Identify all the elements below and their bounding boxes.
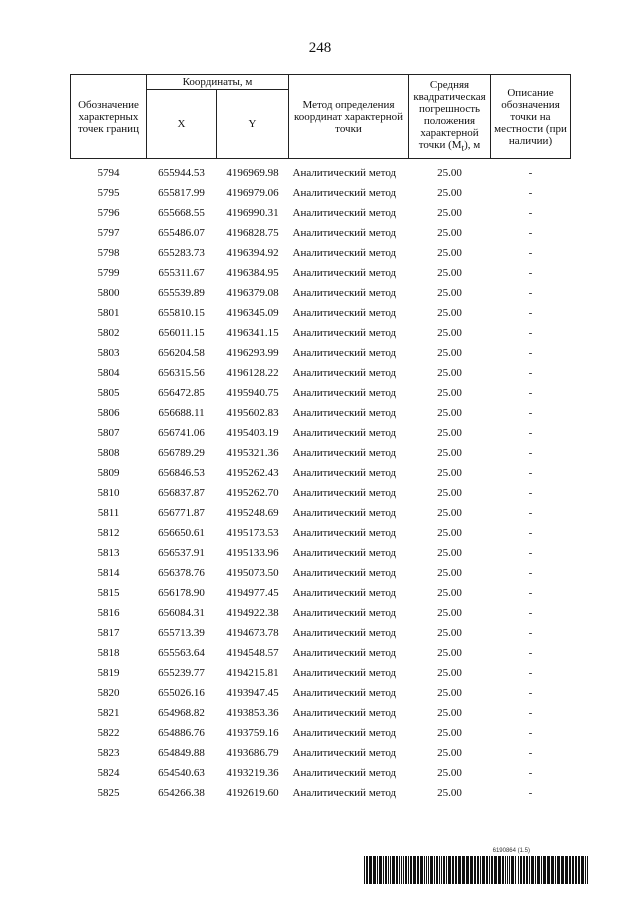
point-id-cell: 5800 (97, 287, 120, 299)
accuracy-cell: 25.00 (437, 607, 462, 619)
description-cell: - (528, 587, 533, 599)
header-x: X (147, 90, 217, 159)
x-coordinate-cell: 655539.89 (158, 287, 205, 299)
y-coordinate-cell: 4195602.83 (226, 407, 279, 419)
x-coordinate-cell: 655311.67 (158, 267, 205, 279)
description-cell: - (528, 767, 533, 779)
y-coordinate-cell: 4195940.75 (226, 387, 279, 399)
page-number: 248 (308, 40, 332, 56)
x-coordinate-cell: 654540.63 (158, 767, 205, 779)
method-cell: Аналитический метод (292, 247, 397, 259)
accuracy-cell: 25.00 (437, 727, 462, 739)
barcode-caption: 6190864 (1.5) (492, 848, 530, 854)
description-cell: - (528, 287, 533, 299)
y-coordinate-cell: 4196969.98 (226, 167, 279, 179)
point-id-cell: 5824 (97, 767, 120, 779)
x-coordinate-cell: 655026.16 (158, 687, 205, 699)
y-coordinate-cell: 4192619.60 (226, 787, 279, 799)
x-coordinate-cell: 656650.61 (158, 527, 205, 539)
method-cell: Аналитический метод (292, 267, 397, 279)
x-coordinate-cell: 656178.90 (158, 587, 205, 599)
accuracy-cell: 25.00 (437, 167, 462, 179)
method-cell: Аналитический метод (292, 307, 397, 319)
x-coordinate-cell: 655944.53 (158, 167, 205, 179)
accuracy-cell: 25.00 (437, 387, 462, 399)
method-cell: Аналитический метод (292, 387, 397, 399)
method-cell: Аналитический метод (292, 767, 397, 779)
y-coordinate-cell: 4196128.22 (226, 367, 279, 379)
point-id-cell: 5801 (97, 307, 120, 319)
table-row (71, 423, 571, 443)
method-cell: Аналитический метод (292, 407, 397, 419)
method-cell: Аналитический метод (292, 367, 397, 379)
y-coordinate-cell: 4195248.69 (226, 507, 279, 519)
point-id-cell: 5807 (97, 427, 120, 439)
method-cell: Аналитический метод (292, 687, 397, 699)
description-cell: - (528, 507, 533, 519)
point-id-cell: 5814 (97, 567, 120, 579)
table-row (71, 183, 571, 203)
point-id-cell: 5810 (97, 487, 120, 499)
description-cell: - (528, 267, 533, 279)
x-coordinate-cell: 656688.11 (158, 407, 205, 419)
point-id-cell: 5796 (97, 207, 120, 219)
y-coordinate-cell: 4193947.45 (226, 687, 279, 699)
table-row (71, 283, 571, 303)
point-id-cell: 5811 (97, 507, 120, 519)
x-coordinate-cell: 654886.76 (158, 727, 205, 739)
table-row (71, 583, 571, 603)
y-coordinate-cell: 4193759.16 (226, 727, 279, 739)
table-row (71, 603, 571, 623)
method-cell: Аналитический метод (292, 787, 397, 799)
description-cell: - (528, 687, 533, 699)
table-row (71, 643, 571, 663)
table-row (71, 343, 571, 363)
y-coordinate-cell: 4193686.79 (226, 747, 279, 759)
accuracy-cell: 25.00 (437, 687, 462, 699)
description-cell: - (528, 567, 533, 579)
x-coordinate-cell: 655239.77 (158, 667, 205, 679)
y-coordinate-cell: 4196979.06 (226, 187, 279, 199)
description-cell: - (528, 627, 533, 639)
y-coordinate-cell: 4194977.45 (226, 587, 279, 599)
description-cell: - (528, 427, 533, 439)
coordinates-table (70, 74, 571, 803)
accuracy-cell: 25.00 (437, 207, 462, 219)
header-y: Y (217, 90, 289, 159)
x-coordinate-cell: 656378.76 (158, 567, 205, 579)
point-id-cell: 5813 (97, 547, 120, 559)
point-id-cell: 5812 (97, 527, 120, 539)
method-cell: Аналитический метод (292, 707, 397, 719)
y-coordinate-cell: 4196990.31 (226, 207, 279, 219)
method-cell: Аналитический метод (292, 647, 397, 659)
point-id-cell: 5805 (97, 387, 120, 399)
table-row (71, 363, 571, 383)
header-accuracy-text: Средняя квадратическая погрешность положения характерной точки (M (413, 78, 486, 151)
method-cell: Аналитический метод (292, 747, 397, 759)
description-cell: - (528, 347, 533, 359)
header-accuracy (409, 75, 491, 159)
point-id-cell: 5821 (97, 707, 120, 719)
header-designation: Обозначение характерных точек границ (71, 75, 147, 159)
description-cell: - (528, 247, 533, 259)
table-row (71, 383, 571, 403)
x-coordinate-cell: 656084.31 (158, 607, 205, 619)
x-coordinate-cell: 656771.87 (158, 507, 205, 519)
point-id-cell: 5815 (97, 587, 120, 599)
method-cell: Аналитический метод (292, 347, 397, 359)
y-coordinate-cell: 4196384.95 (226, 267, 279, 279)
method-cell: Аналитический метод (292, 187, 397, 199)
table-row (71, 723, 571, 743)
x-coordinate-cell: 656011.15 (158, 327, 205, 339)
table-row (71, 443, 571, 463)
x-coordinate-cell: 656741.06 (158, 427, 205, 439)
header-coordinates: Координаты, м (147, 75, 289, 90)
accuracy-cell: 25.00 (437, 667, 462, 679)
description-cell: - (528, 707, 533, 719)
table-row (71, 743, 571, 763)
accuracy-cell: 25.00 (437, 347, 462, 359)
description-cell: - (528, 487, 533, 499)
table-row (71, 523, 571, 543)
x-coordinate-cell: 655283.73 (158, 247, 205, 259)
method-cell: Аналитический метод (292, 667, 397, 679)
x-coordinate-cell: 656472.85 (158, 387, 205, 399)
x-coordinate-cell: 656837.87 (158, 487, 205, 499)
description-cell: - (528, 607, 533, 619)
x-coordinate-cell: 654266.38 (158, 787, 205, 799)
table-row (71, 323, 571, 343)
y-coordinate-cell: 4195073.50 (226, 567, 279, 579)
header-description: Описание обозначения точки на местности (при наличии) (491, 75, 571, 159)
accuracy-cell: 25.00 (437, 187, 462, 199)
description-cell: - (528, 227, 533, 239)
accuracy-cell: 25.00 (437, 247, 462, 259)
description-cell: - (528, 667, 533, 679)
accuracy-cell: 25.00 (437, 747, 462, 759)
y-coordinate-cell: 4193853.36 (226, 707, 279, 719)
x-coordinate-cell: 655563.64 (158, 647, 205, 659)
point-id-cell: 5822 (97, 727, 120, 739)
x-coordinate-cell: 655817.99 (158, 187, 205, 199)
description-cell: - (528, 467, 533, 479)
accuracy-cell: 25.00 (437, 527, 462, 539)
method-cell: Аналитический метод (292, 447, 397, 459)
accuracy-cell: 25.00 (437, 507, 462, 519)
point-id-cell: 5804 (97, 367, 120, 379)
method-cell: Аналитический метод (292, 327, 397, 339)
accuracy-cell: 25.00 (437, 487, 462, 499)
y-coordinate-cell: 4194922.38 (226, 607, 279, 619)
description-cell: - (528, 327, 533, 339)
accuracy-cell: 25.00 (437, 407, 462, 419)
x-coordinate-cell: 655713.39 (158, 627, 205, 639)
point-id-cell: 5795 (97, 187, 120, 199)
table-row (71, 403, 571, 423)
description-cell: - (528, 187, 533, 199)
method-cell: Аналитический метод (292, 207, 397, 219)
table-row (71, 563, 571, 583)
table-row (71, 783, 571, 803)
method-cell: Аналитический метод (292, 567, 397, 579)
x-coordinate-cell: 655486.07 (158, 227, 205, 239)
table-row (71, 263, 571, 283)
y-coordinate-cell: 4196394.92 (226, 247, 279, 259)
point-id-cell: 5806 (97, 407, 120, 419)
y-coordinate-cell: 4193219.36 (226, 767, 279, 779)
point-id-cell: 5798 (97, 247, 120, 259)
point-id-cell: 5819 (97, 667, 120, 679)
table-row (71, 763, 571, 783)
table-row (71, 163, 571, 183)
method-cell: Аналитический метод (292, 167, 397, 179)
table-row (71, 223, 571, 243)
barcode-image (364, 856, 590, 884)
description-cell: - (528, 387, 533, 399)
accuracy-cell: 25.00 (437, 327, 462, 339)
table-row (71, 303, 571, 323)
method-cell: Аналитический метод (292, 507, 397, 519)
point-id-cell: 5808 (97, 447, 120, 459)
table-row (71, 243, 571, 263)
table-header (71, 75, 571, 159)
x-coordinate-cell: 656315.56 (158, 367, 205, 379)
table-row (71, 703, 571, 723)
y-coordinate-cell: 4194673.78 (226, 627, 279, 639)
method-cell: Аналитический метод (292, 427, 397, 439)
table-row (71, 543, 571, 563)
accuracy-cell: 25.00 (437, 427, 462, 439)
table-row (71, 683, 571, 703)
description-cell: - (528, 647, 533, 659)
barcode-block (364, 848, 590, 888)
x-coordinate-cell: 656537.91 (158, 547, 205, 559)
description-cell: - (528, 787, 533, 799)
description-cell: - (528, 547, 533, 559)
method-cell: Аналитический метод (292, 627, 397, 639)
table-row (71, 623, 571, 643)
y-coordinate-cell: 4195262.43 (226, 467, 279, 479)
y-coordinate-cell: 4196345.09 (226, 307, 279, 319)
method-cell: Аналитический метод (292, 287, 397, 299)
point-id-cell: 5797 (97, 227, 120, 239)
table-row (71, 483, 571, 503)
accuracy-cell: 25.00 (437, 267, 462, 279)
x-coordinate-cell: 656789.29 (158, 447, 205, 459)
point-id-cell: 5823 (97, 747, 120, 759)
accuracy-cell: 25.00 (437, 227, 462, 239)
accuracy-cell: 25.00 (437, 787, 462, 799)
x-coordinate-cell: 654968.82 (158, 707, 205, 719)
y-coordinate-cell: 4195133.96 (226, 547, 279, 559)
accuracy-cell: 25.00 (437, 447, 462, 459)
description-cell: - (528, 447, 533, 459)
point-id-cell: 5803 (97, 347, 120, 359)
accuracy-cell: 25.00 (437, 707, 462, 719)
accuracy-cell: 25.00 (437, 587, 462, 599)
table-row (71, 503, 571, 523)
y-coordinate-cell: 4195173.53 (226, 527, 279, 539)
accuracy-cell: 25.00 (437, 627, 462, 639)
table-row (71, 663, 571, 683)
y-coordinate-cell: 4195403.19 (226, 427, 279, 439)
method-cell: Аналитический метод (292, 527, 397, 539)
description-cell: - (528, 307, 533, 319)
description-cell: - (528, 207, 533, 219)
y-coordinate-cell: 4194548.57 (226, 647, 279, 659)
method-cell: Аналитический метод (292, 727, 397, 739)
point-id-cell: 5799 (97, 267, 120, 279)
point-id-cell: 5818 (97, 647, 120, 659)
description-cell: - (528, 747, 533, 759)
accuracy-cell: 25.00 (437, 767, 462, 779)
y-coordinate-cell: 4196828.75 (226, 227, 279, 239)
accuracy-cell: 25.00 (437, 307, 462, 319)
header-accuracy-unit: ), м (464, 138, 481, 151)
method-cell: Аналитический метод (292, 467, 397, 479)
y-coordinate-cell: 4195321.36 (226, 447, 279, 459)
x-coordinate-cell: 656846.53 (158, 467, 205, 479)
accuracy-cell: 25.00 (437, 467, 462, 479)
accuracy-cell: 25.00 (437, 287, 462, 299)
point-id-cell: 5809 (97, 467, 120, 479)
description-cell: - (528, 167, 533, 179)
point-id-cell: 5820 (97, 687, 120, 699)
point-id-cell: 5802 (97, 327, 120, 339)
description-cell: - (528, 727, 533, 739)
method-cell: Аналитический метод (292, 487, 397, 499)
x-coordinate-cell: 654849.88 (158, 747, 205, 759)
point-id-cell: 5816 (97, 607, 120, 619)
y-coordinate-cell: 4196379.08 (226, 287, 279, 299)
y-coordinate-cell: 4194215.81 (226, 667, 279, 679)
accuracy-cell: 25.00 (437, 367, 462, 379)
description-cell: - (528, 367, 533, 379)
x-coordinate-cell: 655810.15 (158, 307, 205, 319)
accuracy-cell: 25.00 (437, 647, 462, 659)
point-id-cell: 5794 (97, 167, 120, 179)
point-id-cell: 5817 (97, 627, 120, 639)
x-coordinate-cell: 655668.55 (158, 207, 205, 219)
method-cell: Аналитический метод (292, 227, 397, 239)
header-method: Метод определения координат характерной точки (289, 75, 409, 159)
description-cell: - (528, 527, 533, 539)
y-coordinate-cell: 4195262.70 (226, 487, 279, 499)
y-coordinate-cell: 4196293.99 (226, 347, 279, 359)
table-row (71, 203, 571, 223)
y-coordinate-cell: 4196341.15 (226, 327, 279, 339)
table-row (71, 463, 571, 483)
point-id-cell: 5825 (97, 787, 120, 799)
description-cell: - (528, 407, 533, 419)
accuracy-cell: 25.00 (437, 547, 462, 559)
header-accuracy-subscript: t (461, 143, 465, 154)
x-coordinate-cell: 656204.58 (158, 347, 205, 359)
method-cell: Аналитический метод (292, 587, 397, 599)
table-body (71, 159, 571, 804)
method-cell: Аналитический метод (292, 607, 397, 619)
method-cell: Аналитический метод (292, 547, 397, 559)
accuracy-cell: 25.00 (437, 567, 462, 579)
